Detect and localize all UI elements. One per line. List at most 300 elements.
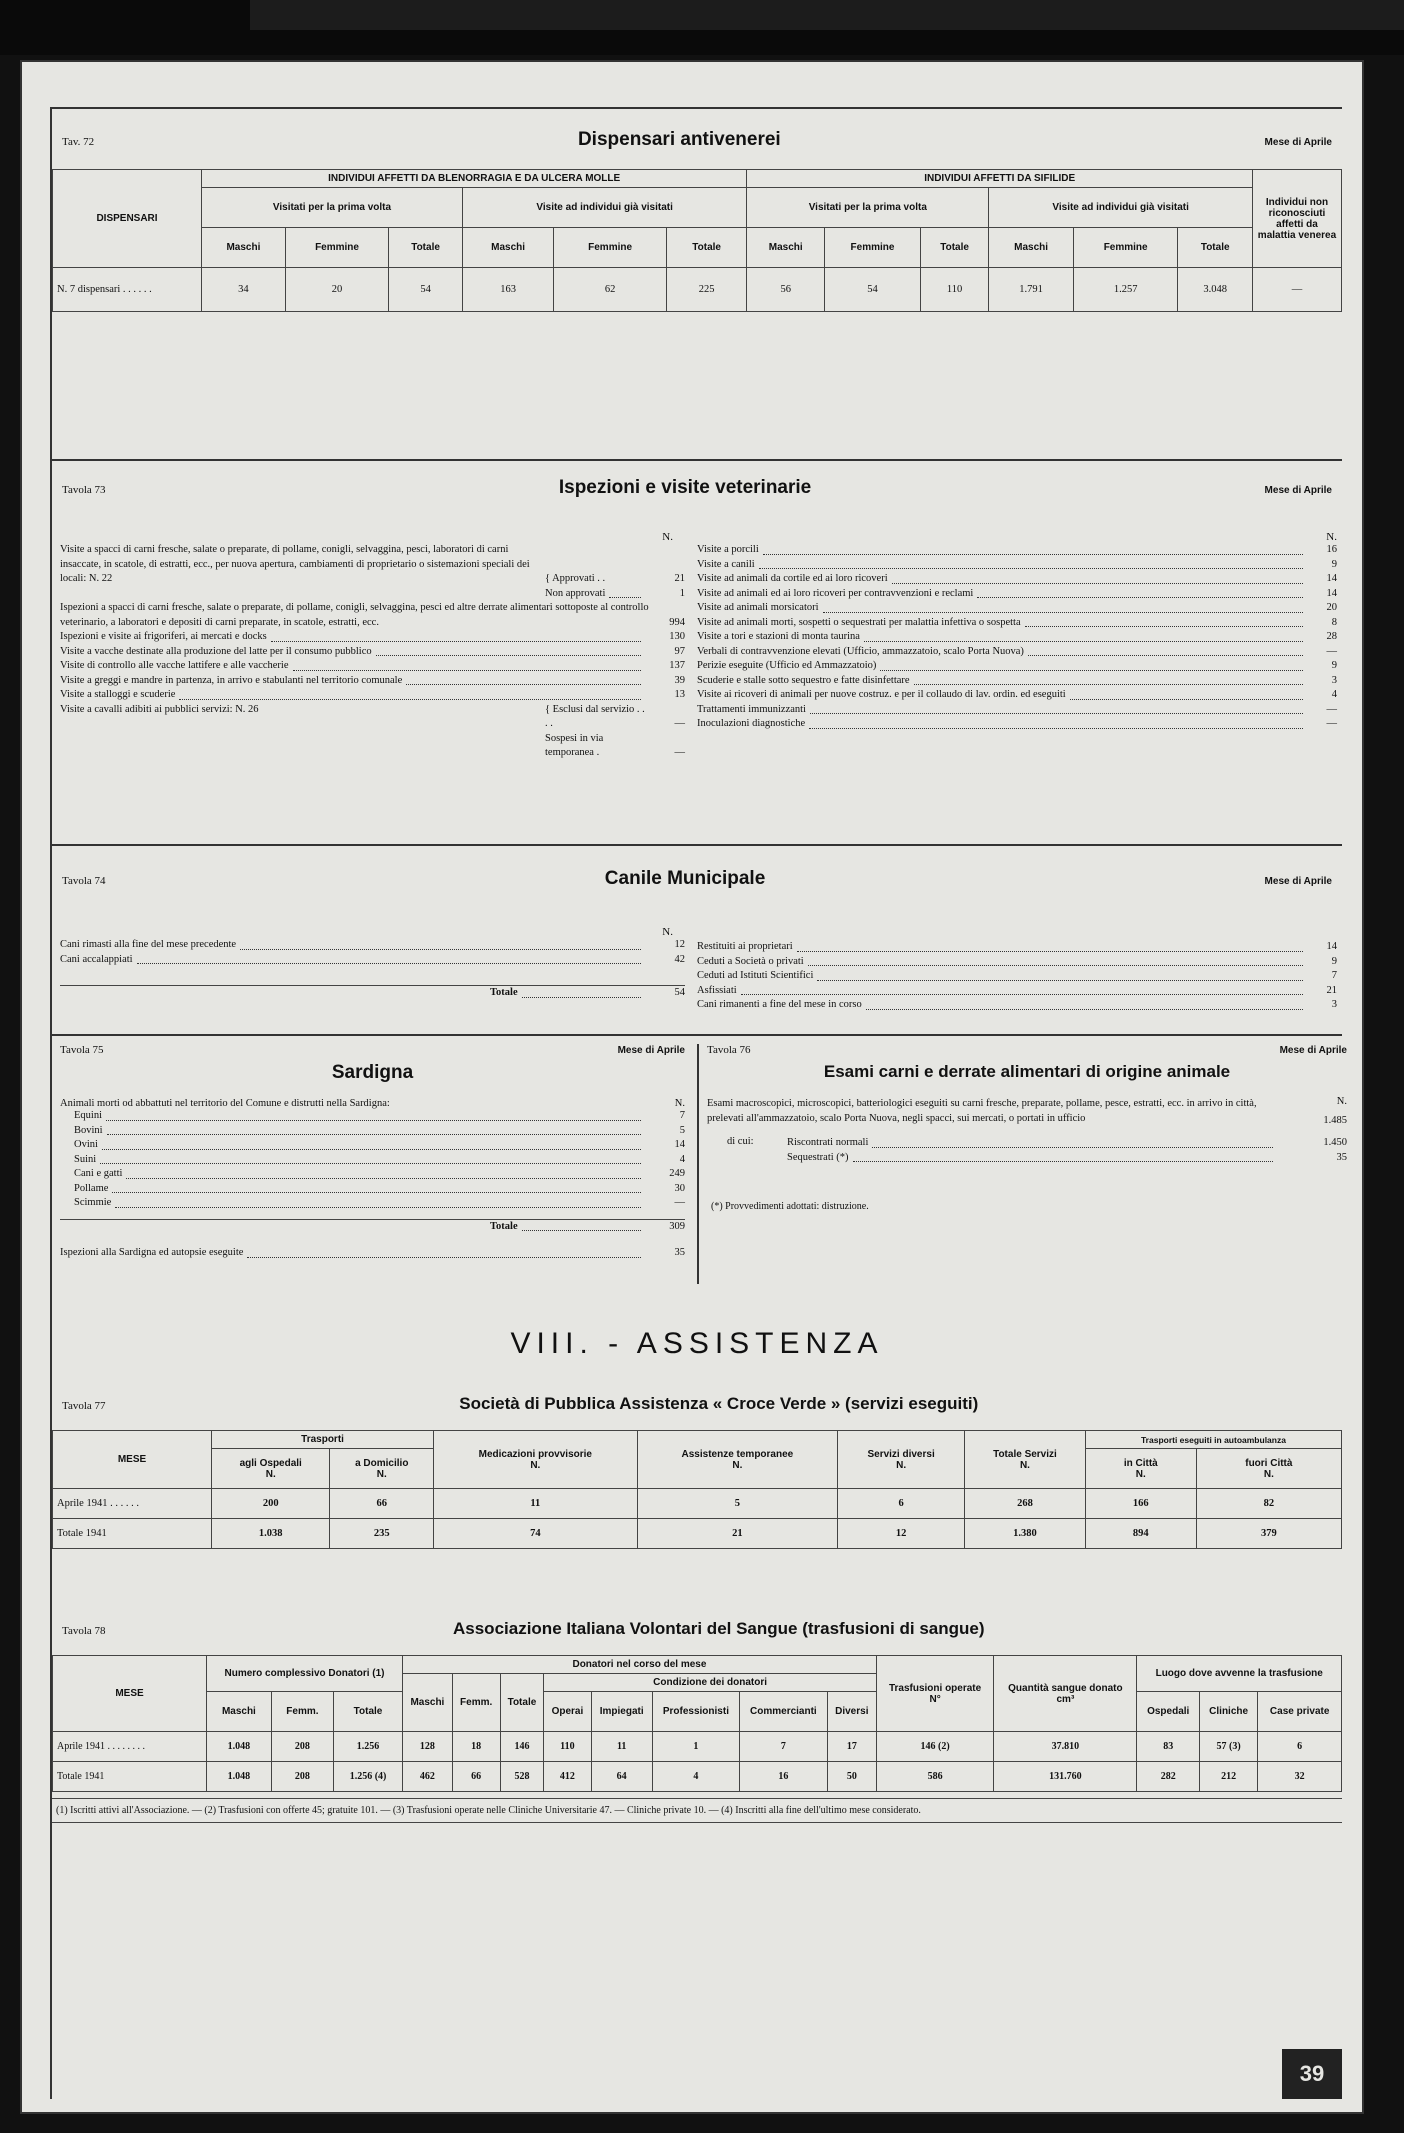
table-75-intro: Animali morti od abbattuti nel territorio del Comune e distrutti nella Sardigna: (60, 1098, 390, 1109)
list-item-label: Bovini (74, 1124, 103, 1136)
list-item (60, 1219, 685, 1235)
cell: 11 (591, 1732, 652, 1762)
h-totale: Totale (389, 228, 463, 268)
col-non-affetti: Individui non riconosciuti affetti da malattia venerea (1253, 170, 1342, 268)
h-femmine: Femmine (825, 228, 921, 268)
col-autoambulanze: Trasporti eseguiti in autoambulanza (1085, 1431, 1341, 1449)
list-item (697, 601, 1337, 616)
list-item-value: 994 (669, 616, 685, 628)
cell: 66 (330, 1489, 434, 1519)
table-76-total: 1.485 (1323, 1115, 1347, 1126)
cell: 208 (271, 1762, 333, 1792)
list-item (697, 998, 1337, 1013)
list-item-label: Asfissiati (697, 984, 737, 996)
cell: 7 (739, 1732, 827, 1762)
col-numero: Numero complessivo Donatori (1) (207, 1656, 403, 1692)
list-item-value: 20 (1326, 602, 1337, 613)
cell: 16 (739, 1762, 827, 1792)
cell: 1.048 (207, 1762, 272, 1792)
table-row (53, 1489, 1342, 1519)
table-72-section (52, 129, 1342, 312)
list-item-value: 54 (674, 987, 685, 998)
col-luogo: Luogo dove avvenne la trasfusione (1137, 1656, 1342, 1692)
list-item-value: 7 (679, 1110, 685, 1121)
cell: 18 (452, 1732, 500, 1762)
cell: 20 (285, 268, 388, 312)
cell: 146 (2) (876, 1732, 993, 1762)
cell: 146 (500, 1732, 544, 1762)
list-item (697, 969, 1337, 984)
table-73-label: Tavola 73 (62, 484, 106, 496)
list-item-label: Visite a canili (697, 558, 755, 570)
table-75 (60, 1044, 685, 1261)
list-item (60, 1153, 685, 1168)
cell: 62 (554, 268, 667, 312)
sub2-value: 35 (1336, 1151, 1347, 1163)
h-impiegati: Impiegati (591, 1692, 652, 1732)
list-item-value: 249 (669, 1168, 685, 1179)
list-item-value: 14 (1326, 941, 1337, 952)
list-item-label: Visite a cavalli adibiti ai pubblici servizi: N. 26 (60, 703, 259, 715)
list-item-value: 14 (674, 1139, 685, 1150)
scan-top-border (0, 0, 1404, 55)
row-label: Totale 1941 (53, 1519, 212, 1549)
list-item (60, 645, 685, 660)
list-item-label: Visite a spacci di carni fresche, salate o preparate, di pollame, conigli, selvaggina, pesci, laboratori di carni insaccate, in scatole, di estratti, ecc., per nuova apertura, cambiamenti di proprietario o sistemazioni speciali dei locali: N. 22 (60, 544, 530, 584)
list-item-label: Visite a tori e stazioni di monta taurina (697, 631, 860, 642)
list-item-label: Visite a stalloggi e scuderie (60, 689, 176, 700)
table-77-label: Tavola 77 (62, 1400, 106, 1412)
cell: 11 (434, 1489, 637, 1519)
h-maschi: Maschi (462, 228, 553, 268)
table-72-title: Dispensari antivenerei (577, 129, 781, 150)
h-femm: Femm. (271, 1692, 333, 1732)
list-item-value: 8 (1331, 616, 1337, 628)
list-item-label: Ovini (74, 1139, 98, 1150)
sub-first-1: Visitati per la prima volta (202, 188, 463, 228)
list-item-label: Visite di controllo alle vacche lattifere e alle vaccherie (60, 660, 289, 671)
list-item-label: Visite ai ricoveri di animali per nuove costruz. e per il collaudo di lav. ordin. ed eseguiti (697, 689, 1066, 700)
list-item-value: 9 (1331, 558, 1337, 570)
h-femmine: Femmine (285, 228, 388, 268)
col-fuori: fuori Città N. (1196, 1449, 1341, 1489)
list-item-sublabel: { Esclusi dal servizio . . . . (545, 703, 645, 729)
list-item (60, 543, 685, 587)
h-maschi: Maschi (747, 228, 825, 268)
cell: 57 (3) (1199, 1732, 1257, 1762)
list-item-value: 16 (1326, 544, 1337, 555)
list-item (60, 985, 685, 1001)
list-item-value: — (674, 718, 685, 729)
table-76 (697, 1044, 1347, 1284)
cell: 163 (462, 268, 553, 312)
list-item-value: 14 (1326, 587, 1337, 599)
list-item (60, 1182, 685, 1197)
tables-75-76-section (52, 1034, 1347, 1286)
list-item (60, 1246, 685, 1261)
h-commercianti: Commercianti (739, 1692, 827, 1732)
list-item (697, 717, 1337, 732)
table-75-label: Tavola 75 (60, 1044, 104, 1056)
table-row (53, 1762, 1342, 1792)
list-item-value: 21 (674, 573, 685, 584)
table-73-section (52, 459, 1342, 831)
table-78-title: Associazione Italiana Volontari del Sangue (trasfusioni di sangue) (453, 1619, 985, 1638)
list-item-label: Scuderie e stalle sotto sequestro e fatte disinfettare (697, 674, 910, 686)
table-74-label: Tavola 74 (62, 875, 106, 887)
list-item (697, 984, 1337, 999)
list-item-sublabel: Non approvati (545, 587, 606, 599)
table-76-note: (*) Provvedimenti adottati: distruzione. (711, 1201, 869, 1212)
list-item-label: Cani accalappiati (60, 953, 133, 965)
h-totale: Totale (1178, 228, 1253, 268)
table-78-footnote: (1) Iscritti attivi all'Associazione. — (2) Trasfusioni con offerte 45; gratuite 101. — (3) Trasfusioni operate nelle Cliniche Universitarie 47. — Cliniche private 10. — (4) Inscritti alla fine dell'ultimo mese considerato. (52, 1798, 1342, 1823)
list-item-value: — (674, 747, 685, 758)
list-item-value: 4 (679, 1153, 685, 1165)
cell: 3.048 (1178, 268, 1253, 312)
col-quantita: Quantità sangue donato cm³ (994, 1656, 1137, 1732)
list-item-label: Visite ad animali morti, sospetti o sequestrati per malattia infettiva o sospetta (697, 616, 1021, 628)
list-item (60, 601, 685, 630)
h-case: Case private (1258, 1692, 1342, 1732)
list-item-label: Cani e gatti (74, 1168, 123, 1179)
list-item-value: 97 (674, 645, 685, 657)
col-citta: in Città N. (1085, 1449, 1196, 1489)
cell: 21 (637, 1519, 838, 1549)
table-77-title: Società di Pubblica Assistenza « Croce Verde » (servizi eseguiti) (459, 1394, 979, 1413)
list-item-label: Ispezioni alla Sardigna ed autopsie eseguite (60, 1247, 244, 1258)
list-item (697, 940, 1337, 955)
table-77-section (52, 1394, 1342, 1549)
cell: 1.038 (212, 1519, 330, 1549)
cell: 6 (838, 1489, 965, 1519)
list-item (697, 587, 1337, 602)
cell: 34 (202, 268, 286, 312)
cell: 82 (1196, 1489, 1341, 1519)
cell: 50 (827, 1762, 876, 1792)
list-item-value: 9 (1331, 955, 1337, 967)
list-item (697, 630, 1337, 645)
col-ospedali: agli Ospedali N. (212, 1449, 330, 1489)
table-row (53, 1519, 1342, 1549)
sub-first-2: Visitati per la prima volta (747, 188, 989, 228)
col-domicilio: a Domicilio N. (330, 1449, 434, 1489)
list-item (60, 732, 685, 761)
list-item-value: 3 (1331, 999, 1337, 1010)
list-item (60, 953, 685, 968)
cell: 412 (544, 1762, 591, 1792)
row-label: N. 7 dispensari . . . . . . (53, 268, 202, 312)
n-header: N. (674, 1098, 685, 1109)
cell: 1.256 (4) (334, 1762, 403, 1792)
col-trasfusioni: Trasfusioni operate N° (876, 1656, 993, 1732)
table-74-title: Canile Municipale (604, 868, 766, 889)
list-item-value: 137 (669, 660, 685, 671)
list-item-value: 12 (674, 939, 685, 950)
cell: 379 (1196, 1519, 1341, 1549)
list-item-label: Visite ad animali da cortile ed ai loro ricoveri (697, 573, 888, 584)
cell: 54 (389, 268, 463, 312)
list-item-label: Suini (74, 1153, 97, 1165)
cell: 1.791 (989, 268, 1074, 312)
list-item-value: 21 (1326, 984, 1337, 996)
n-header: N. (662, 531, 673, 543)
list-item (60, 587, 685, 602)
cell: 208 (271, 1732, 333, 1762)
cell: 1 (652, 1732, 739, 1762)
cell: 110 (920, 268, 988, 312)
col-condizione: Condizione dei donatori (544, 1674, 877, 1692)
table-73-left (60, 531, 685, 761)
list-item (60, 688, 685, 703)
list-item (60, 1196, 685, 1211)
list-item (697, 558, 1337, 573)
table-73-title: Ispezioni e visite veterinarie (558, 477, 812, 498)
table-74-left (60, 926, 685, 1001)
list-item (697, 688, 1337, 703)
h-femm: Femm. (452, 1674, 500, 1732)
list-item (697, 572, 1337, 587)
list-item-label: Equini (74, 1110, 102, 1121)
cell: 12 (838, 1519, 965, 1549)
list-item-label: Trattamenti immunizzanti (697, 703, 806, 715)
list-item-label: Ispezioni e visite ai frigoriferi, ai mercati e docks (60, 631, 267, 642)
table-74-month: Mese di Aprile (1264, 876, 1332, 887)
group-sifilide: INDIVIDUI AFFETTI DA SIFILIDE (747, 170, 1253, 188)
list-item-value: 130 (669, 631, 685, 642)
table-72-label: Tav. 72 (62, 136, 95, 148)
cell: 128 (403, 1732, 453, 1762)
cell: 5 (637, 1489, 838, 1519)
h-femmine: Femmine (554, 228, 667, 268)
col-trasporti: Trasporti (212, 1431, 434, 1449)
cell: 1.256 (334, 1732, 403, 1762)
table-78-section (52, 1619, 1342, 1823)
table-74-section (52, 844, 1342, 1026)
h-totale: Totale (666, 228, 746, 268)
document-page (22, 62, 1362, 2112)
list-item-value: — (1326, 718, 1337, 729)
list-item-label: Visite a greggi e mandre in partenza, in arrivo e stabulanti nel territorio comunale (60, 674, 403, 686)
col-totale-servizi: Totale Servizi N. (965, 1431, 1086, 1489)
table-row (53, 1732, 1342, 1762)
list-item-label: Scimmie (74, 1197, 112, 1208)
sub1-label: Riscontrati normali (787, 1137, 869, 1148)
list-item-value: 35 (674, 1247, 685, 1258)
col-diversi: Servizi diversi N. (838, 1431, 965, 1489)
h-cliniche: Cliniche (1199, 1692, 1257, 1732)
cell: 462 (403, 1762, 453, 1792)
table-row (53, 268, 1342, 312)
cell: 54 (825, 268, 921, 312)
col-mese: MESE (53, 1656, 207, 1732)
di-cui-label: di cui: (727, 1136, 754, 1147)
col-dispensari: DISPENSARI (53, 170, 202, 268)
list-item (697, 659, 1337, 674)
list-item-value: 42 (674, 953, 685, 965)
h-maschi: Maschi (207, 1692, 272, 1732)
table-75-month: Mese di Aprile (617, 1045, 685, 1056)
n-header: N. (1336, 1096, 1347, 1107)
list-item (697, 703, 1337, 718)
cell: 894 (1085, 1519, 1196, 1549)
col-mese: MESE (53, 1431, 212, 1489)
list-item-value: 30 (674, 1182, 685, 1194)
cell: 4 (652, 1762, 739, 1792)
list-item-value: 13 (674, 689, 685, 700)
list-item-label: Restituiti ai proprietari (697, 941, 793, 952)
page-frame (50, 107, 1347, 2099)
cell: 212 (1199, 1762, 1257, 1792)
cell: 6 (1258, 1732, 1342, 1762)
list-item-label: Cani rimasti alla fine del mese precedente (60, 939, 237, 950)
list-item-label: Totale (490, 1220, 518, 1232)
h-maschi: Maschi (403, 1674, 453, 1732)
n-header: N. (662, 926, 673, 938)
n-header: N. (1326, 531, 1337, 543)
list-item-label: Visite ad animali ed ai loro ricoveri per contravvenzioni e reclami (697, 587, 974, 599)
col-medicazioni: Medicazioni provvisorie N. (434, 1431, 637, 1489)
cell: 1.048 (207, 1732, 272, 1762)
list-item-value: 9 (1331, 660, 1337, 671)
list-item-label: Totale (490, 987, 518, 998)
list-item-label: Cani rimanenti a fine del mese in corso (697, 999, 862, 1010)
cell: 235 (330, 1519, 434, 1549)
list-item-label: Verbali di contravvenzione elevati (Ufficio, ammazzatoio, scalo Porta Nuova) (697, 645, 1024, 657)
section-heading (52, 1327, 1342, 1361)
list-item-value: 309 (669, 1220, 685, 1232)
list-item-value: 39 (674, 674, 685, 686)
list-item (60, 1138, 685, 1153)
list-item (60, 630, 685, 645)
table-73-right (697, 531, 1337, 732)
list-item-sublabel: Sospesi in via temporanea . (545, 732, 604, 758)
h-femmine: Femmine (1073, 228, 1177, 268)
sub-again-2: Visite ad individui già visitati (989, 188, 1253, 228)
list-item-label: Pollame (74, 1182, 109, 1194)
cell: 131.760 (994, 1762, 1137, 1792)
list-item-value: 7 (1331, 970, 1337, 981)
h-totale: Totale (500, 1674, 544, 1732)
table-74-right (697, 926, 1337, 1013)
list-item-value: — (1326, 703, 1337, 715)
list-item-value: 4 (1331, 689, 1337, 700)
h-ospedali: Ospedali (1137, 1692, 1199, 1732)
sub1-value: 1.450 (1323, 1137, 1347, 1148)
table-75-title: Sardigna (331, 1062, 414, 1083)
cell: 282 (1137, 1762, 1199, 1792)
list-item (697, 955, 1337, 970)
cell: 166 (1085, 1489, 1196, 1519)
table-73-month: Mese di Aprile (1264, 485, 1332, 496)
list-item-sublabel: { Approvati . . (545, 573, 606, 584)
row-label: Aprile 1941 . . . . . . . . (53, 1732, 207, 1762)
list-item (697, 645, 1337, 660)
cell: 225 (666, 268, 746, 312)
row-label: Aprile 1941 . . . . . . (53, 1489, 212, 1519)
page-number: 39 (1282, 2049, 1342, 2099)
cell: 268 (965, 1489, 1086, 1519)
col-assistenze: Assistenze temporanee N. (637, 1431, 838, 1489)
sub-again-1: Visite ad individui già visitati (462, 188, 746, 228)
list-item (60, 1124, 685, 1139)
table-72-month: Mese di Aprile (1264, 137, 1332, 148)
list-item (60, 674, 685, 689)
cell: 17 (827, 1732, 876, 1762)
sub2-label: Sequestrati (*) (787, 1151, 849, 1163)
list-item-value: — (1326, 645, 1337, 657)
cell: 32 (1258, 1762, 1342, 1792)
list-item (60, 659, 685, 674)
list-item-value: 5 (679, 1124, 685, 1136)
list-item-value: 1 (679, 587, 685, 599)
col-donatori: Donatori nel corso del mese (403, 1656, 877, 1674)
list-item-value: 3 (1331, 674, 1337, 686)
list-item-label: Ceduti a Società o privati (697, 955, 804, 967)
h-maschi: Maschi (202, 228, 286, 268)
table-78-label: Tavola 78 (62, 1625, 106, 1637)
table-76-month: Mese di Aprile (1279, 1045, 1347, 1056)
table-76-text: Esami macroscopici, microscopici, batteriologici eseguiti su carni fresche, preparate, pollame, pesce, estratti, ecc. in arrivo in città, prelevati all'ammazzatoio, scalo Porta Nuova, negli spacci, sui mercati, o portati in ufficio (707, 1098, 1257, 1124)
list-item-label: Visite a vacche destinate alla produzione del latte per il consumo pubblico (60, 645, 372, 657)
cell: 1.257 (1073, 268, 1177, 312)
list-item (697, 543, 1337, 558)
list-item-value: 14 (1326, 573, 1337, 584)
h-diversi: Diversi (827, 1692, 876, 1732)
cell: 1.380 (965, 1519, 1086, 1549)
list-item-value: 28 (1326, 631, 1337, 642)
section-title: VIII. - ASSISTENZA (510, 1327, 884, 1360)
list-item-label: Ceduti ad Istituti Scientifici (697, 970, 814, 981)
list-item (60, 703, 685, 732)
list-item-label: Visite a porcili (697, 544, 759, 555)
group-blenorragia: INDIVIDUI AFFETTI DA BLENORRAGIA E DA ULCERA MOLLE (202, 170, 747, 188)
cell: 200 (212, 1489, 330, 1519)
list-item-label: Inoculazioni diagnostiche (697, 718, 806, 729)
table-72 (52, 169, 1342, 312)
h-professionisti: Professionisti (652, 1692, 739, 1732)
h-totale: Totale (334, 1692, 403, 1732)
list-item-label: Visite ad animali morsicatori (697, 602, 819, 613)
list-item-value: — (674, 1197, 685, 1208)
list-item-label: Perizie eseguite (Ufficio ed Ammazzatoio) (697, 660, 877, 671)
cell: 528 (500, 1762, 544, 1792)
list-item (60, 1109, 685, 1124)
cell: 110 (544, 1732, 591, 1762)
table-76-title: Esami carni e derrate alimentari di origine animale (823, 1062, 1231, 1081)
cell: 83 (1137, 1732, 1199, 1762)
list-item (60, 938, 685, 953)
h-operai: Operai (544, 1692, 591, 1732)
list-item (697, 674, 1337, 689)
h-maschi: Maschi (989, 228, 1074, 268)
table-77 (52, 1430, 1342, 1549)
cell: 66 (452, 1762, 500, 1792)
cell: 56 (747, 268, 825, 312)
cell: — (1253, 268, 1342, 312)
list-item (697, 616, 1337, 631)
h-totale: Totale (920, 228, 988, 268)
list-item (60, 1167, 685, 1182)
cell: 64 (591, 1762, 652, 1792)
table-78 (52, 1655, 1342, 1792)
cell: 74 (434, 1519, 637, 1549)
row-label: Totale 1941 (53, 1762, 207, 1792)
cell: 37.810 (994, 1732, 1137, 1762)
table-76-label: Tavola 76 (707, 1044, 751, 1056)
list-item-label: Ispezioni a spacci di carni fresche, salate o preparate, di pollame, conigli, selvaggina, pesci ed altre derrate alimentari sottoposte al controllo veterinario, a laboratori e depositi di carni preparate, in scatole, estratti, ecc. (60, 602, 649, 628)
cell: 586 (876, 1762, 993, 1792)
